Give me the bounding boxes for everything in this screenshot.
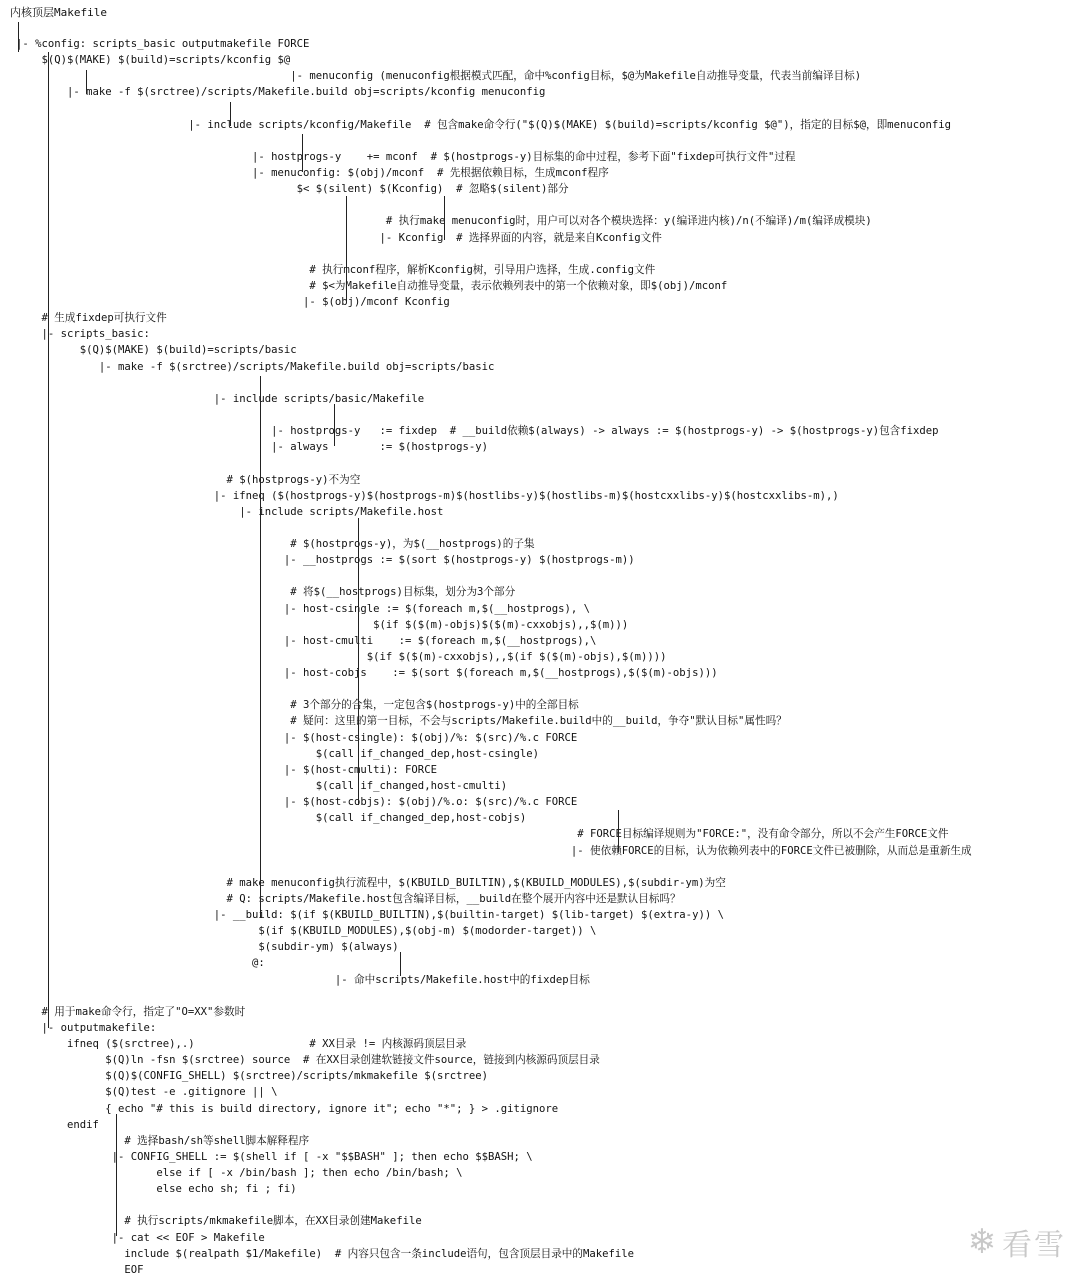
code-line: $(if $(KBUILD_MODULES),$(obj-m) $(modorder-target)) \ bbox=[16, 925, 597, 938]
tree-guide-line bbox=[400, 952, 401, 976]
code-line: # 执行mconf程序，解析Kconfig树，引导用户选择，生成.config文件 bbox=[16, 263, 656, 276]
code-line: $(Q)$(MAKE) $(build)=scripts/basic bbox=[16, 344, 297, 357]
code-line: else if [ -x /bin/bash ]; then echo /bin/bash; \ bbox=[16, 1167, 463, 1180]
code-line: |- include scripts/kconfig/Makefile # 包含make命令行("$(Q)$(MAKE) $(build)=scripts/kconfig $@")，指定的目标$@，即menuconfig bbox=[16, 118, 951, 131]
code-line: # Q: scripts/Makefile.host包含编译目标，__build在整个展开内容中还是默认目标吗？ bbox=[16, 892, 681, 905]
code-line: |- make -f $(srctree)/scripts/Makefile.build obj=scripts/basic bbox=[16, 360, 495, 373]
tree-guide-line bbox=[302, 134, 303, 172]
code-line: $(if $($(m)-cxxobjs),,$(if $($(m)-objs),$(m)))) bbox=[16, 650, 667, 663]
code-line: else echo sh; fi ; fi) bbox=[16, 1183, 297, 1196]
tree-guide-line bbox=[116, 1114, 117, 1236]
tree-guide-line bbox=[48, 52, 49, 1028]
document-title: 内核顶层Makefile bbox=[10, 6, 107, 19]
code-line: $(call if_changed_dep,host-cobjs) bbox=[16, 812, 527, 825]
code-line: # $(hostprogs-y)不为空 bbox=[16, 473, 361, 486]
code-line: # $<为Makefile自动推导变量，表示依赖列表中的第一个依赖对象，即$(obj)/mconf bbox=[16, 279, 728, 292]
code-line: |- always := $(hostprogs-y) bbox=[16, 441, 488, 454]
code-line: |- $(host-cmulti): FORCE bbox=[16, 763, 437, 776]
code-line: |- host-csingle := $(foreach m,$(__hostprogs), \ bbox=[16, 602, 591, 615]
code-line: $(call if_changed_dep,host-csingle) bbox=[16, 747, 539, 760]
code-line: @: bbox=[16, 957, 265, 970]
code-line: |- include scripts/basic/Makefile bbox=[16, 392, 425, 405]
code-line: |- $(host-cobjs): $(obj)/%.o: $(src)/%.c FORCE bbox=[16, 796, 578, 809]
code-line: # 疑问：这里的第一目标，不会与scripts/Makefile.build中的__build，争夺"默认目标"属性吗？ bbox=[16, 715, 787, 728]
code-line: |- $(obj)/mconf Kconfig bbox=[16, 296, 450, 309]
code-line: |- __build: $(if $(KBUILD_BUILTIN),$(builtin-target) $(lib-target) $(extra-y)) \ bbox=[16, 909, 724, 922]
code-line: $(Q)$(MAKE) $(build)=scripts/kconfig $@ bbox=[16, 54, 291, 67]
code-line: ifneq ($(srctree),.) # XX目录 != 内核源码顶层目录 bbox=[16, 1038, 467, 1051]
code-line: |- %config: scripts_basic outputmakefile FORCE bbox=[16, 38, 310, 50]
code-line: |- include scripts/Makefile.host bbox=[16, 505, 444, 518]
code-line: # 用于make命令行，指定了"O=XX"参数时 bbox=[16, 1005, 246, 1018]
code-line: # $(hostprogs-y)，为$(__hostprogs)的子集 bbox=[16, 538, 535, 551]
code-line: $(if $($(m)-objs)$($(m)-cxxobjs),,$(m))) bbox=[16, 618, 629, 631]
tree-guide-line bbox=[358, 518, 359, 805]
code-line: |- host-cobjs := $(sort $(foreach m,$(__hostprogs),$($(m)-objs))) bbox=[16, 667, 718, 680]
code-line: # 执行scripts/mkmakefile脚本，在XX目录创建Makefile bbox=[16, 1215, 422, 1228]
code-line: # 3个部分的合集，一定包含$(hostprogs-y)中的全部目标 bbox=[16, 699, 579, 712]
code-line: |- outputmakefile: bbox=[16, 1021, 157, 1034]
code-line: # 生成fixdep可执行文件 bbox=[16, 312, 167, 325]
code-line: |- hostprogs-y += mconf # $(hostprogs-y)目标集的命中过程，参考下面"fixdep可执行文件"过程 bbox=[16, 150, 796, 163]
code-line: # 选择bash/sh等shell脚本解释程序 bbox=[16, 1134, 310, 1147]
tree-guide-line bbox=[18, 22, 19, 52]
snowflake-icon: ❄ bbox=[967, 1222, 996, 1262]
code-line: |- CONFIG_SHELL := $(shell if [ -x "$$BASH" ]; then echo $$BASH; \ bbox=[16, 1150, 533, 1163]
code-line: |- menuconfig (menuconfig根据模式匹配，命中%config目标，$@为Makefile自动推导变量，代表当前编译目标) bbox=[16, 70, 862, 83]
tree-guide-line bbox=[260, 376, 261, 918]
code-line: # 将$(__hostprogs)目标集，划分为3个部分 bbox=[16, 586, 516, 599]
watermark bbox=[968, 1220, 1067, 1264]
code-line: |- __hostprogs := $(sort $(hostprogs-y) $(hostprogs-m)) bbox=[16, 554, 635, 567]
code-line: |- $(host-csingle): $(obj)/%: $(src)/%.c FORCE bbox=[16, 731, 578, 744]
code-line: endif bbox=[16, 1118, 99, 1131]
code-line: |- scripts_basic: bbox=[16, 328, 150, 341]
tree-guide-line bbox=[334, 404, 335, 446]
code-line: |- host-cmulti := $(foreach m,$(__hostprogs),\ bbox=[16, 634, 597, 647]
tree-guide-line bbox=[346, 196, 347, 302]
code-line: $< $(silent) $(Kconfig) # 忽略$(silent)部分 bbox=[16, 183, 569, 196]
code-line: # 执行make menuconfig时，用户可以对各个模块选择：y(编译进内核)/n(不编译)/m(编译成模块) bbox=[16, 215, 872, 228]
tree-guide-line bbox=[230, 102, 231, 126]
tree-guide-line bbox=[444, 196, 445, 240]
code-line: # make menuconfig执行流程中，$(KBUILD_BUILTIN),$(KBUILD_MODULES),$(subdir-ym)为空 bbox=[16, 876, 726, 889]
code-line: |- menuconfig: $(obj)/mconf # 先根据依赖目标，生成mconf程序 bbox=[16, 167, 609, 180]
tree-guide-line bbox=[618, 810, 619, 852]
code-line: # FORCE目标编译规则为"FORCE:"，没有命令部分，所以不会产生FORCE文件 bbox=[16, 828, 949, 841]
code-line: { echo "# this is build directory, ignore it"; echo "*"; } > .gitignore bbox=[16, 1102, 559, 1115]
code-line: $(subdir-ym) $(always) bbox=[16, 941, 399, 954]
code-line: |- cat << EOF > Makefile bbox=[16, 1231, 265, 1244]
code-line: |- 使依赖FORCE的目标，认为依赖列表中的FORCE文件已被删除，从而总是重新生成 bbox=[16, 844, 972, 857]
code-line: |- make -f $(srctree)/scripts/Makefile.build obj=scripts/kconfig menuconfig bbox=[16, 86, 546, 99]
code-line: $(Q)test -e .gitignore || \ bbox=[16, 1086, 278, 1099]
code-line: |- Kconfig # 选择界面的内容，就是来自Kconfig文件 bbox=[16, 231, 662, 244]
code-line: |- ifneq ($(hostprogs-y)$(hostprogs-m)$(hostlibs-y)$(hostlibs-m)$(hostcxxlibs-y)$(hostcxxlibs-m),) bbox=[16, 489, 839, 502]
tree-guide-line bbox=[86, 70, 87, 94]
watermark-text: 看雪 bbox=[1002, 1228, 1066, 1263]
code-line: $(Q)$(CONFIG_SHELL) $(srctree)/scripts/mkmakefile $(srctree) bbox=[16, 1070, 488, 1083]
code-line: EOF bbox=[16, 1263, 144, 1276]
code-line: include $(realpath $1/Makefile) # 内容只包含一条include语句，包含顶层目录中的Makefile bbox=[16, 1247, 635, 1260]
code-line: $(Q)ln -fsn $(srctree) source # 在XX目录创建软链接文件source，链接到内核源码顶层目录 bbox=[16, 1054, 600, 1067]
code-line: |- 命中scripts/Makefile.host中的fixdep目标 bbox=[16, 973, 590, 986]
code-line: $(call if_changed,host-cmulti) bbox=[16, 779, 508, 792]
code-line: |- hostprogs-y := fixdep # __build依赖$(always) -> always := $(hostprogs-y) -> $(hostprogs-y)包含fixdep bbox=[16, 425, 939, 438]
